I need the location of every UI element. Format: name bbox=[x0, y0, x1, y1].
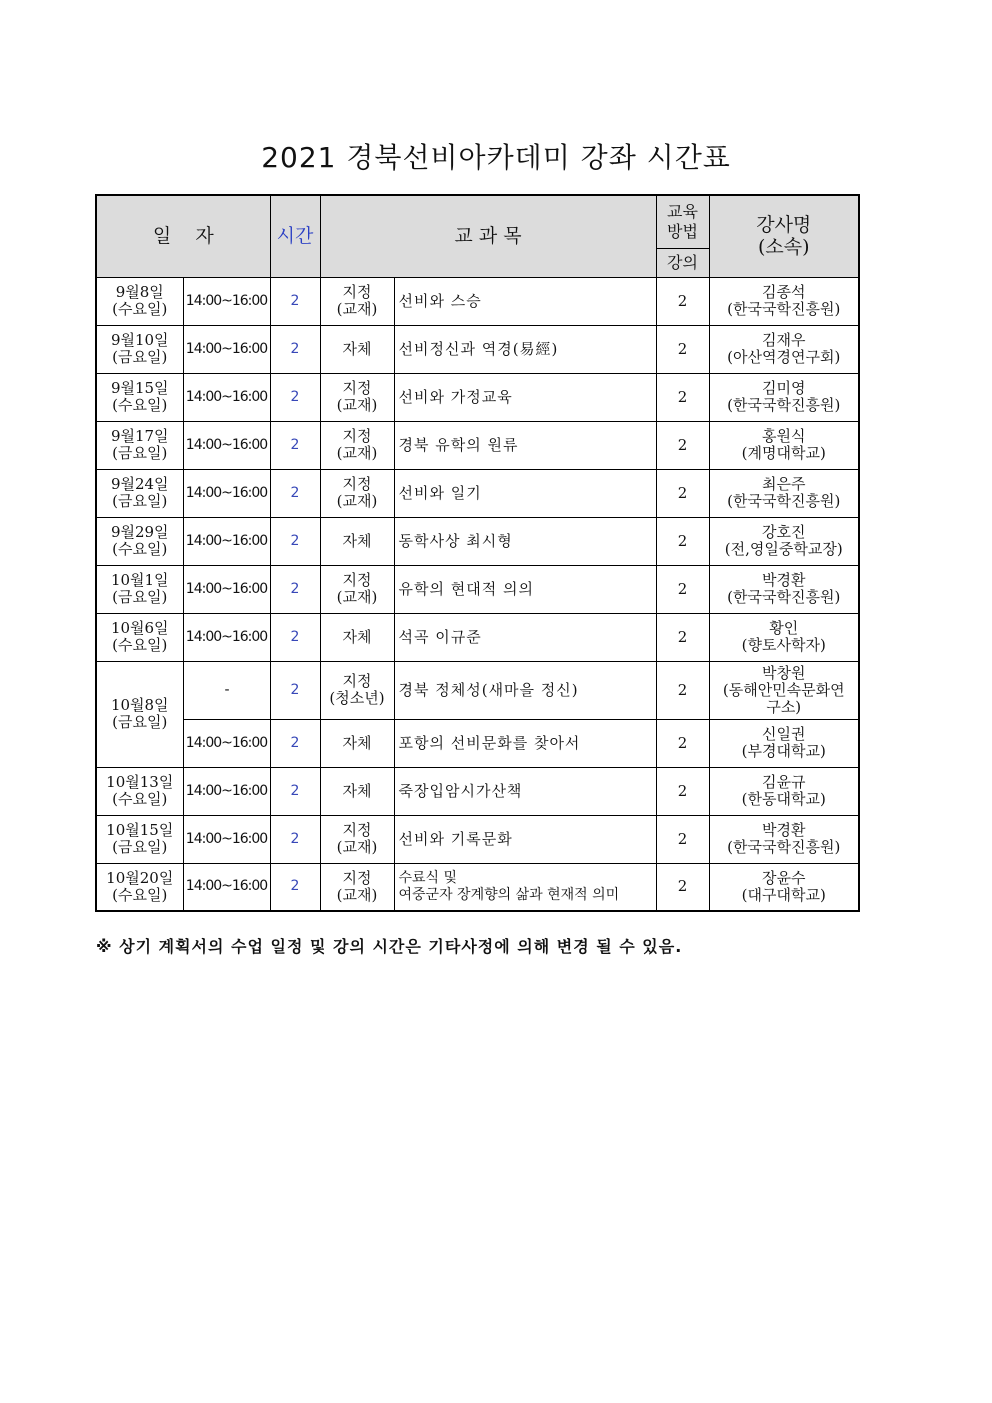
time-cell: 14:00~16:00 bbox=[183, 469, 270, 517]
date-cell: 10월6일 (수요일) bbox=[96, 613, 183, 661]
header-method-lecture: 강의 bbox=[656, 248, 709, 277]
lecture-count-cell: 2 bbox=[656, 469, 709, 517]
table-row bbox=[96, 517, 859, 565]
subject-cell: 선비와 스승 bbox=[394, 277, 656, 325]
footnote: ※ 상기 계획서의 수업 일정 및 강의 시간은 기타사정에 의해 변경 될 수 있음. bbox=[96, 937, 683, 956]
lecture-count-cell: 2 bbox=[656, 277, 709, 325]
lecturer-cell: 강호진 (전,영일중학교장) bbox=[709, 517, 859, 565]
hours-cell: 2 bbox=[270, 661, 320, 719]
lecturer-cell: 박경환 (한국국학진흥원) bbox=[709, 565, 859, 613]
time-cell: 14:00~16:00 bbox=[183, 719, 270, 767]
header-subject: 교 과 목 bbox=[320, 195, 656, 277]
lecture-count-cell: 2 bbox=[656, 517, 709, 565]
type-cell: 지정 (교재) bbox=[320, 863, 394, 911]
hours-cell: 2 bbox=[270, 469, 320, 517]
subject-cell: 선비와 기록문화 bbox=[394, 815, 656, 863]
lecture-count-cell: 2 bbox=[656, 719, 709, 767]
lecture-count-cell: 2 bbox=[656, 815, 709, 863]
type-cell: 자체 bbox=[320, 719, 394, 767]
lecture-count-cell: 2 bbox=[656, 421, 709, 469]
date-cell: 10월13일 (수요일) bbox=[96, 767, 183, 815]
date-cell: 9월15일 (수요일) bbox=[96, 373, 183, 421]
table-row bbox=[96, 373, 859, 421]
lecturer-cell: 김종석 (한국국학진흥원) bbox=[709, 277, 859, 325]
hours-cell: 2 bbox=[270, 565, 320, 613]
hours-cell: 2 bbox=[270, 421, 320, 469]
header-method bbox=[656, 195, 709, 248]
lecturer-cell: 김미영 (한국국학진흥원) bbox=[709, 373, 859, 421]
date-cell: 9월10일 (금요일) bbox=[96, 325, 183, 373]
type-cell: 지정 (교재) bbox=[320, 469, 394, 517]
date-cell: 10월15일 (금요일) bbox=[96, 815, 183, 863]
subject-cell: 경북 정체성(새마을 정신) bbox=[394, 661, 656, 719]
type-cell: 지정 (교재) bbox=[320, 565, 394, 613]
hours-cell: 2 bbox=[270, 767, 320, 815]
lecturer-cell: 박창원 (동해안민속문화연 구소) bbox=[709, 661, 859, 719]
lecturer-cell: 최은주 (한국국학진흥원) bbox=[709, 469, 859, 517]
type-cell: 자체 bbox=[320, 767, 394, 815]
time-cell: 14:00~16:00 bbox=[183, 863, 270, 911]
date-cell: 10월20일 (수요일) bbox=[96, 863, 183, 911]
time-cell: 14:00~16:00 bbox=[183, 517, 270, 565]
time-cell: 14:00~16:00 bbox=[183, 373, 270, 421]
type-cell: 자체 bbox=[320, 613, 394, 661]
subject-cell: 유학의 현대적 의의 bbox=[394, 565, 656, 613]
time-cell: 14:00~16:00 bbox=[183, 767, 270, 815]
lecturer-cell: 김윤규 (한동대학교) bbox=[709, 767, 859, 815]
hours-cell: 2 bbox=[270, 613, 320, 661]
subject-cell: 석곡 이규준 bbox=[394, 613, 656, 661]
table-row bbox=[96, 613, 859, 661]
hours-cell: 2 bbox=[270, 815, 320, 863]
lecture-count-cell: 2 bbox=[656, 325, 709, 373]
lecture-count-cell: 2 bbox=[656, 373, 709, 421]
hours-cell: 2 bbox=[270, 517, 320, 565]
lecturer-cell: 신일권 (부경대학교) bbox=[709, 719, 859, 767]
table-row bbox=[96, 767, 859, 815]
date-cell: 9월24일 (금요일) bbox=[96, 469, 183, 517]
subject-cell: 선비정신과 역경(易經) bbox=[394, 325, 656, 373]
type-cell: 지정 (교재) bbox=[320, 421, 394, 469]
table-row bbox=[96, 277, 859, 325]
header-method-mid: 방법 bbox=[667, 221, 698, 241]
lecture-count-cell: 2 bbox=[656, 613, 709, 661]
table-row bbox=[96, 815, 859, 863]
type-cell: 지정 (청소년) bbox=[320, 661, 394, 719]
header-hours: 시간 bbox=[270, 195, 320, 277]
type-cell: 지정 (교재) bbox=[320, 815, 394, 863]
hours-cell: 2 bbox=[270, 719, 320, 767]
lecturer-cell: 박경환 (한국국학진흥원) bbox=[709, 815, 859, 863]
table-row bbox=[96, 719, 859, 767]
subject-cell: 포항의 선비문화를 찾아서 bbox=[394, 719, 656, 767]
hours-cell: 2 bbox=[270, 277, 320, 325]
subject-cell: 선비와 가정교육 bbox=[394, 373, 656, 421]
time-cell: 14:00~16:00 bbox=[183, 421, 270, 469]
lecture-count-cell: 2 bbox=[656, 661, 709, 719]
time-cell: 14:00~16:00 bbox=[183, 613, 270, 661]
lecture-count-cell: 2 bbox=[656, 863, 709, 911]
date-cell: 10월8일 (금요일) bbox=[96, 661, 183, 767]
subject-cell: 선비와 일기 bbox=[394, 469, 656, 517]
lecturer-cell: 홍원식 (계명대학교) bbox=[709, 421, 859, 469]
lecturer-cell: 장윤수 (대구대학교) bbox=[709, 863, 859, 911]
time-cell: - bbox=[183, 661, 270, 719]
time-cell: 14:00~16:00 bbox=[183, 815, 270, 863]
subject-cell: 동학사상 최시형 bbox=[394, 517, 656, 565]
lecturer-cell: 김재우 (아산역경연구회) bbox=[709, 325, 859, 373]
page-title: 2021 경북선비아카데미 강좌 시간표 bbox=[261, 141, 731, 174]
time-cell: 14:00~16:00 bbox=[183, 277, 270, 325]
time-cell: 14:00~16:00 bbox=[183, 565, 270, 613]
header-lecturer bbox=[709, 195, 859, 277]
lecture-count-cell: 2 bbox=[656, 767, 709, 815]
header-method-top: 교육 bbox=[667, 201, 698, 221]
table-row bbox=[96, 421, 859, 469]
subject-cell: 죽장입암시가산책 bbox=[394, 767, 656, 815]
time-cell: 14:00~16:00 bbox=[183, 325, 270, 373]
hours-cell: 2 bbox=[270, 373, 320, 421]
header-date: 일 자 bbox=[96, 195, 270, 277]
schedule-table bbox=[95, 194, 860, 912]
lecture-count-cell: 2 bbox=[656, 565, 709, 613]
date-cell: 9월8일 (수요일) bbox=[96, 277, 183, 325]
table-row bbox=[96, 661, 859, 719]
table-row bbox=[96, 325, 859, 373]
header-lecturer-aff: (소속) bbox=[757, 236, 810, 259]
hours-cell: 2 bbox=[270, 863, 320, 911]
type-cell: 자체 bbox=[320, 325, 394, 373]
type-cell: 지정 (교재) bbox=[320, 373, 394, 421]
type-cell: 지정 (교재) bbox=[320, 277, 394, 325]
lecturer-cell: 황인 (향토사학자) bbox=[709, 613, 859, 661]
subject-cell: 경북 유학의 원류 bbox=[394, 421, 656, 469]
date-cell: 9월29일 (수요일) bbox=[96, 517, 183, 565]
header-lecturer-name: 강사명 bbox=[756, 214, 812, 237]
table-row bbox=[96, 863, 859, 911]
date-cell: 10월1일 (금요일) bbox=[96, 565, 183, 613]
date-cell: 9월17일 (금요일) bbox=[96, 421, 183, 469]
table-row bbox=[96, 565, 859, 613]
subject-cell: 수료식 및 여중군자 장계향의 삶과 현재적 의미 bbox=[394, 863, 656, 911]
type-cell: 자체 bbox=[320, 517, 394, 565]
hours-cell: 2 bbox=[270, 325, 320, 373]
table-row bbox=[96, 469, 859, 517]
